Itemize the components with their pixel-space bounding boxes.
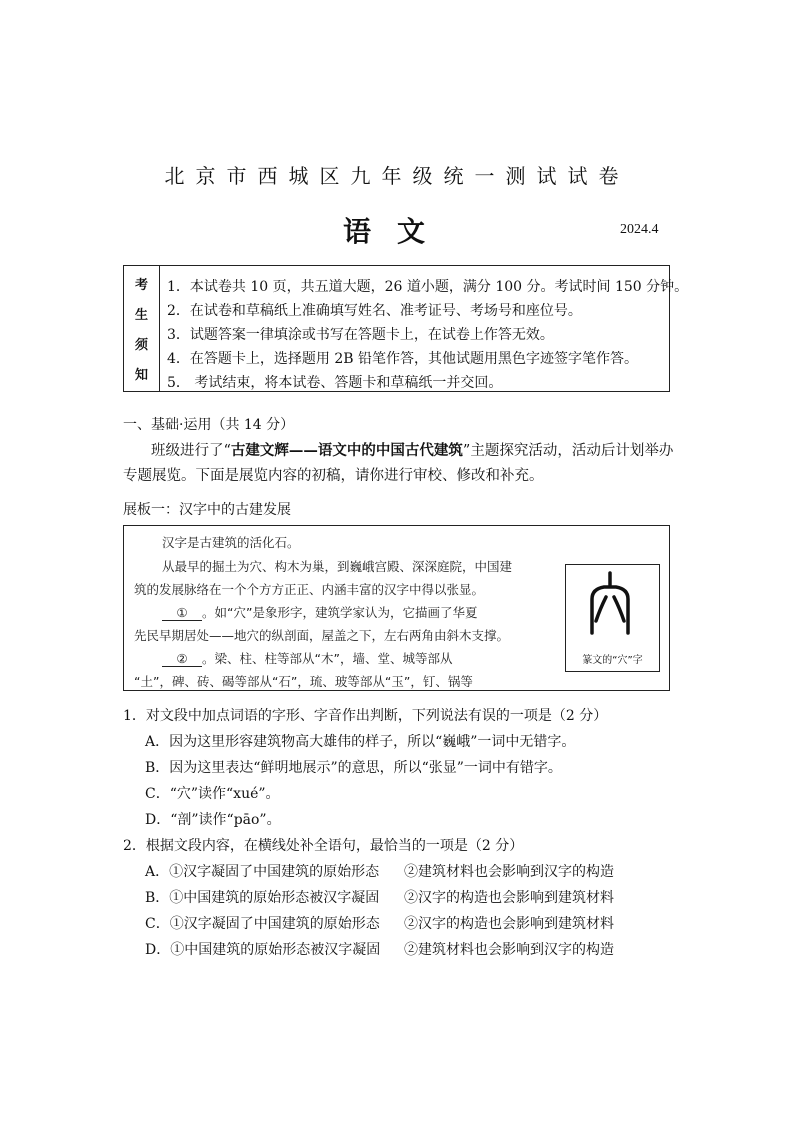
option-first: ①中国建筑的原始形态被汉字凝固 bbox=[169, 890, 380, 906]
option-letter: A． bbox=[145, 864, 170, 880]
subject-title: 语文 bbox=[342, 215, 451, 248]
seal-caption: 篆文的“穴”字 bbox=[582, 655, 643, 666]
exam-date: 2024.4 bbox=[620, 222, 659, 237]
blank-1: ① bbox=[162, 605, 202, 621]
q1-option-a: A．因为这里形容建筑物高大雄伟的样子，所以“巍峨”一词中无错字。 bbox=[145, 734, 576, 750]
notice-label-char: 须 bbox=[134, 338, 148, 353]
intro-pre: 班级进行了“ bbox=[151, 443, 231, 459]
notice-label-column bbox=[124, 266, 160, 391]
q2-option-b-second: ②汉字的构造也会影响到建筑材料 bbox=[404, 890, 614, 906]
notice-item: 5． 考试结束，将本试卷、答题卡和草稿纸一并交回。 bbox=[167, 375, 503, 391]
passage-line: “土”，碑、砖、碣等部从“石”，琉、玻等部从“玉”，钉、锅等 bbox=[134, 674, 473, 689]
seal-script-figure bbox=[565, 564, 660, 672]
section-heading: 一、基础·运用（共 14 分） bbox=[123, 417, 295, 433]
q2-option-d-second: ②建筑材料也会影响到汉字的构造 bbox=[404, 942, 614, 958]
passage-box bbox=[123, 525, 670, 691]
passage-line bbox=[162, 649, 452, 667]
notice-item: 1．本试卷共 10 页，共五道大题，26 道小题，满分 100 分。考试时间 150 分钟。 bbox=[167, 279, 689, 295]
option-letter: B． bbox=[145, 890, 170, 906]
blank-2: ② bbox=[162, 651, 202, 667]
q2-option-c bbox=[145, 913, 380, 933]
passage-line: 筑的发展脉络在一个个方方正正、内涵丰富的汉字中得以张显。 bbox=[134, 582, 485, 597]
passage-line: 汉字是古建筑的活化石。 bbox=[162, 535, 300, 550]
option-first: ①中国建筑的原始形态被汉字凝固 bbox=[170, 942, 381, 958]
notice-item: 3．试题答案一律填涂或书写在答题卡上，在试卷上作答无效。 bbox=[167, 327, 554, 343]
notice-label-char: 知 bbox=[134, 368, 148, 383]
q1-option-d: D．“剖”读作“pāo”。 bbox=[145, 812, 281, 828]
option-letter: C． bbox=[145, 916, 170, 932]
q1-option-c: C．“穴”读作“xué”。 bbox=[145, 786, 280, 802]
option-first: ①汉字凝固了中国建筑的原始形态 bbox=[169, 916, 380, 932]
notice-label-char: 考 bbox=[134, 278, 148, 293]
passage-line bbox=[162, 603, 477, 621]
intro-line-2: 专题展览。下面是展览内容的初稿，请你进行审校、修改和补充。 bbox=[123, 468, 544, 484]
intro-line-1 bbox=[151, 439, 673, 460]
notice-item: 2．在试卷和草稿纸上准确填写姓名、准考证号、考场号和座位号。 bbox=[167, 303, 582, 319]
notice-label-char: 生 bbox=[134, 308, 148, 323]
q2-option-a bbox=[145, 861, 379, 881]
passage-text: 。如“穴”是象形字，建筑学家认为，它描画了华夏 bbox=[202, 605, 478, 620]
option-letter: D． bbox=[145, 942, 171, 958]
option-first: ①汉字凝固了中国建筑的原始形态 bbox=[169, 864, 380, 880]
notice-item: 4．在答题卡上，选择题用 2B 铅笔作答，其他试题用黑色字迹签字笔作答。 bbox=[167, 351, 639, 367]
exam-notice-box bbox=[123, 265, 689, 392]
activity-theme: 古建文辉——语文中的中国古代建筑 bbox=[230, 442, 463, 459]
question-1-stem: 1．对文段中加点词语的字形、字音作出判断，下列说法有误的一项是（2 分） bbox=[123, 708, 608, 724]
question-2-stem: 2．根据文段内容，在横线处补全语句，最恰当的一项是（2 分） bbox=[123, 838, 524, 854]
q2-option-d bbox=[145, 939, 380, 959]
passage-line: 从最早的掘土为穴、构木为巢，到巍峨宫殿、深深庭院，中国建 bbox=[162, 559, 513, 574]
q1-option-b: B．因为这里表达“鲜明地展示”的意思，所以“张显”一词中有错字。 bbox=[145, 760, 562, 776]
q2-option-a-second: ②建筑材料也会影响到汉字的构造 bbox=[404, 864, 614, 880]
passage-line: 先民早期居处——地穴的纵剖面，屋盖之下，左右两角由斜木支撑。 bbox=[134, 628, 510, 643]
panel-title: 展板一：汉字中的古建发展 bbox=[123, 502, 291, 518]
intro-post: ”主题探究活动，活动后计划举办 bbox=[462, 443, 674, 459]
q2-option-c-second: ②汉字的构造也会影响到建筑材料 bbox=[404, 916, 614, 932]
exam-title: 北京市西城区九年级统一测试试卷 bbox=[164, 164, 630, 188]
q2-option-b bbox=[145, 887, 379, 907]
passage-text: 。梁、柱、柱等部从“木”，墙、堂、城等部从 bbox=[202, 651, 453, 666]
